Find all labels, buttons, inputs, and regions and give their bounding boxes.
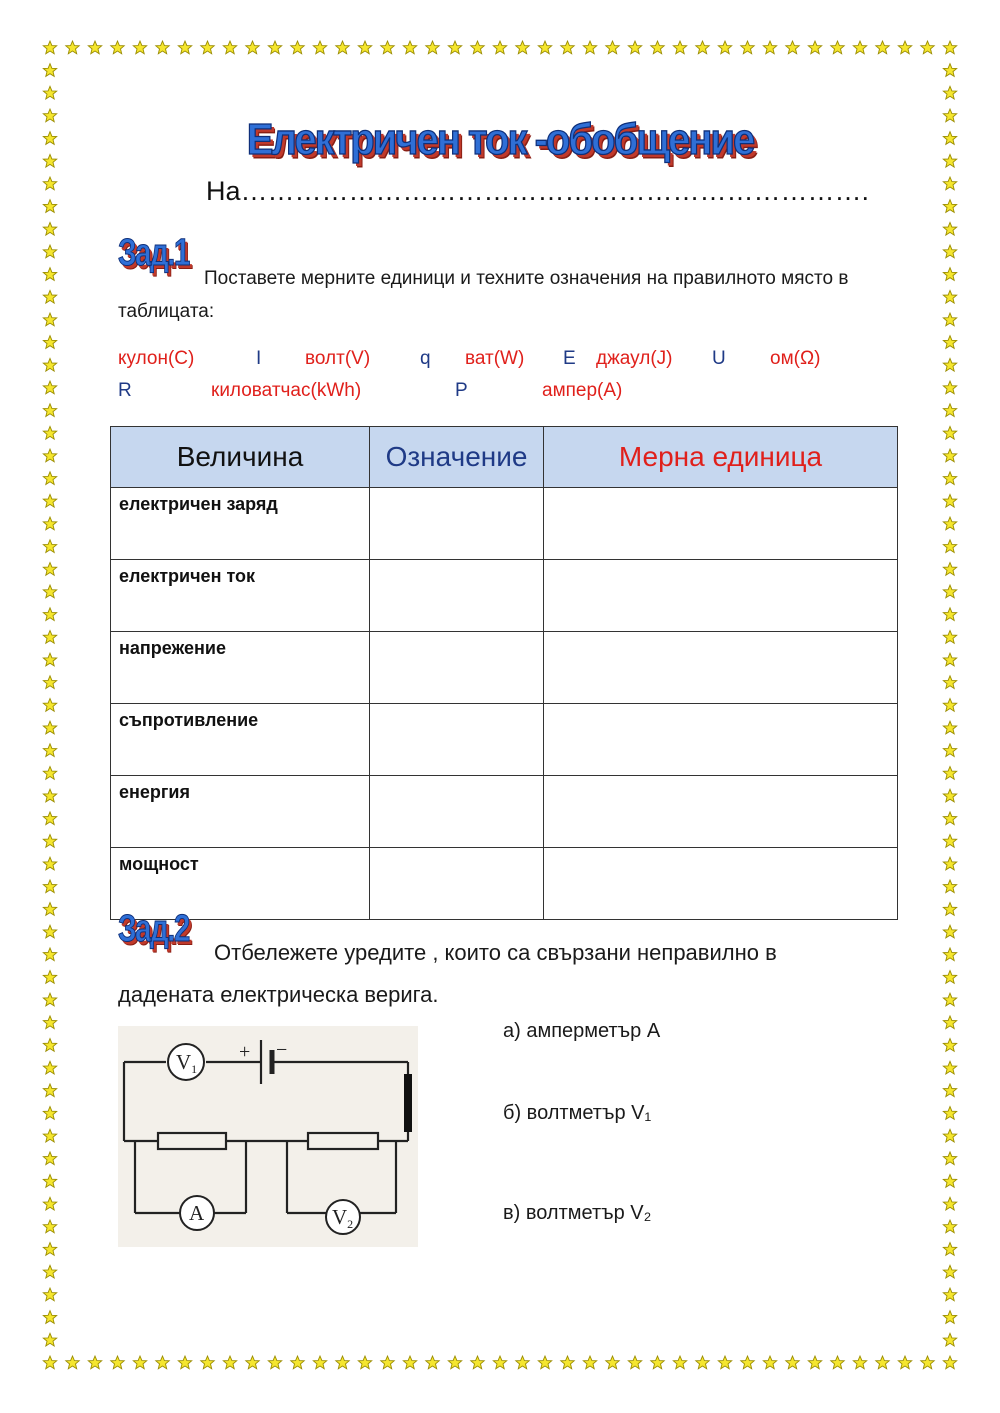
star-icon bbox=[943, 1152, 956, 1165]
star-icon bbox=[43, 857, 56, 870]
star-icon bbox=[741, 41, 754, 54]
unit-answer-cell[interactable] bbox=[544, 560, 898, 632]
word-item: R bbox=[118, 380, 132, 401]
star-icon bbox=[583, 41, 596, 54]
star-icon bbox=[43, 449, 56, 462]
star-icon bbox=[943, 64, 956, 77]
star-icon bbox=[358, 41, 371, 54]
star-icon bbox=[943, 676, 956, 689]
star-icon bbox=[943, 880, 956, 893]
task2-instruction: Отбележете уредите , които са свързани неправилно в дадената електрическа верига. bbox=[118, 940, 777, 1007]
star-icon bbox=[43, 1016, 56, 1029]
star-icon bbox=[43, 222, 56, 235]
star-icon bbox=[853, 1356, 866, 1369]
star-icon bbox=[628, 1356, 641, 1369]
table-row bbox=[111, 560, 898, 632]
star-icon bbox=[448, 1356, 461, 1369]
star-icon bbox=[673, 41, 686, 54]
star-icon bbox=[178, 41, 191, 54]
quantity-cell: електричен ток bbox=[111, 560, 370, 632]
star-icon bbox=[493, 1356, 506, 1369]
star-icon bbox=[943, 1197, 956, 1210]
star-icon bbox=[358, 1356, 371, 1369]
star-icon bbox=[786, 41, 799, 54]
star-icon bbox=[471, 41, 484, 54]
star-icon bbox=[673, 1356, 686, 1369]
star-icon bbox=[43, 767, 56, 780]
star-icon bbox=[943, 1084, 956, 1097]
star-icon bbox=[43, 1288, 56, 1301]
star-icon bbox=[43, 426, 56, 439]
star-icon bbox=[43, 404, 56, 417]
option-voltmeter-v1[interactable]: б) волтметър V₁ bbox=[503, 1102, 652, 1124]
star-icon bbox=[43, 1061, 56, 1074]
star-icon bbox=[943, 540, 956, 553]
star-icon bbox=[43, 540, 56, 553]
star-icon bbox=[943, 177, 956, 190]
table-row bbox=[111, 704, 898, 776]
star-icon bbox=[943, 971, 956, 984]
star-icon bbox=[921, 1356, 934, 1369]
star-icon bbox=[43, 925, 56, 938]
star-icon bbox=[943, 925, 956, 938]
header-quantity: Величина bbox=[111, 427, 370, 488]
star-icon bbox=[876, 1356, 889, 1369]
star-icon bbox=[943, 563, 956, 576]
star-icon bbox=[403, 41, 416, 54]
star-icon bbox=[403, 1356, 416, 1369]
star-icon bbox=[943, 336, 956, 349]
voltmeter-v1-label: V1 bbox=[176, 1050, 198, 1076]
task1-label: Зад.1 bbox=[118, 232, 189, 274]
star-icon bbox=[43, 676, 56, 689]
star-icon bbox=[43, 631, 56, 644]
star-icon bbox=[43, 1243, 56, 1256]
star-icon bbox=[516, 41, 529, 54]
symbol-answer-cell[interactable] bbox=[370, 848, 544, 920]
star-icon bbox=[943, 1356, 956, 1369]
star-icon bbox=[763, 41, 776, 54]
star-icon bbox=[943, 358, 956, 371]
star-icon bbox=[943, 744, 956, 757]
symbol-answer-cell[interactable] bbox=[370, 776, 544, 848]
star-icon bbox=[43, 517, 56, 530]
star-icon bbox=[943, 449, 956, 462]
star-icon bbox=[426, 41, 439, 54]
star-icon bbox=[43, 86, 56, 99]
star-icon bbox=[43, 971, 56, 984]
task1-instruction: Поставете мерните единици и техните означения на правилното място в таблицата: bbox=[118, 268, 849, 322]
star-icon bbox=[606, 1356, 619, 1369]
star-icon bbox=[43, 1129, 56, 1142]
star-icon bbox=[943, 835, 956, 848]
star-icon bbox=[516, 1356, 529, 1369]
star-icon bbox=[426, 1356, 439, 1369]
star-icon bbox=[943, 268, 956, 281]
word-item: P bbox=[455, 380, 468, 401]
header-unit: Мерна единица bbox=[544, 427, 898, 488]
star-icon bbox=[43, 472, 56, 485]
star-icon bbox=[43, 290, 56, 303]
star-icon bbox=[943, 404, 956, 417]
star-icon bbox=[583, 1356, 596, 1369]
star-icon bbox=[943, 472, 956, 485]
star-icon bbox=[718, 1356, 731, 1369]
circuit-diagram bbox=[118, 1026, 418, 1247]
star-icon bbox=[943, 1061, 956, 1074]
star-icon bbox=[43, 64, 56, 77]
star-icon bbox=[943, 1243, 956, 1256]
star-icon bbox=[943, 313, 956, 326]
star-icon bbox=[943, 381, 956, 394]
star-icon bbox=[156, 1356, 169, 1369]
star-icon bbox=[43, 835, 56, 848]
battery-plus-sign: + bbox=[239, 1041, 251, 1063]
star-icon bbox=[943, 631, 956, 644]
symbol-answer-cell[interactable] bbox=[370, 704, 544, 776]
star-icon bbox=[43, 585, 56, 598]
unit-answer-cell[interactable] bbox=[544, 632, 898, 704]
star-icon bbox=[223, 41, 236, 54]
star-icon bbox=[246, 41, 259, 54]
word-item: q bbox=[420, 348, 431, 369]
star-icon bbox=[561, 41, 574, 54]
word-item: E bbox=[563, 348, 576, 369]
star-icon bbox=[43, 177, 56, 190]
star-icon bbox=[628, 41, 641, 54]
star-icon bbox=[943, 1016, 956, 1029]
star-icon bbox=[538, 1356, 551, 1369]
star-icon bbox=[43, 268, 56, 281]
star-icon bbox=[696, 41, 709, 54]
word-item: джаул(J) bbox=[596, 348, 673, 369]
star-icon bbox=[66, 41, 79, 54]
quantity-cell: съпротивление bbox=[111, 704, 370, 776]
word-item: волт(V) bbox=[305, 348, 371, 369]
star-icon bbox=[336, 41, 349, 54]
star-icon bbox=[538, 41, 551, 54]
star-icon bbox=[43, 744, 56, 757]
symbol-answer-cell[interactable] bbox=[370, 632, 544, 704]
star-icon bbox=[943, 585, 956, 598]
star-icon bbox=[943, 608, 956, 621]
star-icon bbox=[43, 1039, 56, 1052]
star-icon bbox=[786, 1356, 799, 1369]
star-icon bbox=[943, 1107, 956, 1120]
star-icon bbox=[943, 41, 956, 54]
star-icon bbox=[943, 767, 956, 780]
star-icon bbox=[43, 494, 56, 507]
star-icon bbox=[696, 1356, 709, 1369]
star-icon bbox=[43, 653, 56, 666]
star-icon bbox=[43, 200, 56, 213]
star-icon bbox=[43, 1197, 56, 1210]
switch-bar bbox=[404, 1074, 412, 1132]
star-icon bbox=[291, 1356, 304, 1369]
star-icon bbox=[943, 1039, 956, 1052]
star-icon bbox=[133, 41, 146, 54]
star-icon bbox=[43, 1084, 56, 1097]
unit-answer-cell[interactable] bbox=[544, 848, 898, 920]
quantity-cell: електричен заряд bbox=[111, 488, 370, 560]
unit-answer-cell[interactable] bbox=[544, 488, 898, 560]
star-icon bbox=[43, 608, 56, 621]
symbol-answer-cell[interactable] bbox=[370, 488, 544, 560]
voltmeter-v2-label: V2 bbox=[332, 1205, 354, 1231]
star-icon bbox=[943, 200, 956, 213]
star-icon bbox=[943, 789, 956, 802]
star-icon bbox=[43, 313, 56, 326]
star-icon bbox=[178, 1356, 191, 1369]
star-icon bbox=[921, 41, 934, 54]
star-icon bbox=[313, 41, 326, 54]
star-icon bbox=[943, 948, 956, 961]
word-item: кулон(C) bbox=[118, 348, 195, 369]
star-icon bbox=[651, 1356, 664, 1369]
star-icon bbox=[493, 41, 506, 54]
star-icon bbox=[943, 653, 956, 666]
star-icon bbox=[943, 903, 956, 916]
star-icon bbox=[943, 699, 956, 712]
word-item: ом(Ω) bbox=[770, 348, 821, 369]
star-icon bbox=[43, 948, 56, 961]
word-item: I bbox=[256, 348, 262, 369]
name-line: На……………………………………………………………. bbox=[206, 176, 870, 206]
star-icon bbox=[268, 41, 281, 54]
star-icon bbox=[201, 41, 214, 54]
star-icon bbox=[853, 41, 866, 54]
option-voltmeter-v2[interactable]: в) волтметър V₂ bbox=[503, 1202, 652, 1224]
star-icon bbox=[651, 41, 664, 54]
table-row bbox=[111, 776, 898, 848]
star-icon bbox=[223, 1356, 236, 1369]
star-icon bbox=[43, 1265, 56, 1278]
option-ammeter[interactable]: а) амперметър A bbox=[503, 1020, 661, 1042]
symbol-answer-cell[interactable] bbox=[370, 560, 544, 632]
star-icon bbox=[43, 41, 56, 54]
star-icon bbox=[111, 41, 124, 54]
star-icon bbox=[201, 1356, 214, 1369]
star-icon bbox=[381, 41, 394, 54]
star-icon bbox=[943, 245, 956, 258]
star-icon bbox=[111, 1356, 124, 1369]
star-icon bbox=[43, 789, 56, 802]
star-icon bbox=[943, 426, 956, 439]
star-icon bbox=[943, 1129, 956, 1142]
unit-answer-cell[interactable] bbox=[544, 704, 898, 776]
star-icon bbox=[943, 222, 956, 235]
star-icon bbox=[943, 721, 956, 734]
quantity-cell: мощност bbox=[111, 848, 370, 920]
star-icon bbox=[741, 1356, 754, 1369]
star-icon bbox=[943, 290, 956, 303]
star-icon bbox=[898, 41, 911, 54]
star-icon bbox=[246, 1356, 259, 1369]
star-icon bbox=[43, 880, 56, 893]
star-icon bbox=[43, 903, 56, 916]
star-icon bbox=[43, 358, 56, 371]
word-item: U bbox=[712, 348, 726, 369]
word-item: ват(W) bbox=[465, 348, 525, 369]
star-icon bbox=[831, 41, 844, 54]
star-icon bbox=[43, 1356, 56, 1369]
star-icon bbox=[43, 812, 56, 825]
star-icon bbox=[943, 517, 956, 530]
battery-minus-sign: − bbox=[276, 1039, 288, 1061]
star-icon bbox=[763, 1356, 776, 1369]
star-icon bbox=[133, 1356, 146, 1369]
star-icon bbox=[471, 1356, 484, 1369]
star-icon bbox=[943, 1288, 956, 1301]
star-icon bbox=[43, 381, 56, 394]
star-icon bbox=[831, 1356, 844, 1369]
star-icon bbox=[943, 857, 956, 870]
star-icon bbox=[808, 41, 821, 54]
star-icon bbox=[43, 1152, 56, 1165]
word-item: киловатчас(kWh) bbox=[211, 380, 362, 401]
star-icon bbox=[43, 1311, 56, 1324]
star-icon bbox=[448, 41, 461, 54]
star-icon bbox=[43, 699, 56, 712]
quantity-cell: напрежение bbox=[111, 632, 370, 704]
star-icon bbox=[561, 1356, 574, 1369]
star-icon bbox=[156, 41, 169, 54]
star-icon bbox=[876, 41, 889, 54]
table-row bbox=[111, 848, 898, 920]
table-row bbox=[111, 632, 898, 704]
star-icon bbox=[66, 1356, 79, 1369]
star-icon bbox=[336, 1356, 349, 1369]
star-icon bbox=[43, 336, 56, 349]
star-icon bbox=[43, 245, 56, 258]
star-icon bbox=[606, 41, 619, 54]
page-title: Електричен ток -обобщение bbox=[246, 116, 754, 164]
star-icon bbox=[943, 1220, 956, 1233]
units-table bbox=[110, 426, 898, 920]
star-icon bbox=[313, 1356, 326, 1369]
star-icon bbox=[943, 812, 956, 825]
star-icon bbox=[943, 1265, 956, 1278]
star-icon bbox=[43, 1175, 56, 1188]
header-symbol: Означение bbox=[370, 427, 544, 488]
word-item: ампер(A) bbox=[542, 380, 623, 401]
star-icon bbox=[943, 993, 956, 1006]
star-icon bbox=[808, 1356, 821, 1369]
unit-answer-cell[interactable] bbox=[544, 776, 898, 848]
ammeter-label: A bbox=[189, 1201, 205, 1225]
star-icon bbox=[43, 1107, 56, 1120]
star-icon bbox=[381, 1356, 394, 1369]
star-icon bbox=[943, 494, 956, 507]
star-icon bbox=[943, 86, 956, 99]
star-icon bbox=[943, 1333, 956, 1346]
star-icon bbox=[43, 721, 56, 734]
star-icon bbox=[943, 1175, 956, 1188]
star-icon bbox=[43, 1333, 56, 1346]
star-icon bbox=[43, 993, 56, 1006]
star-icon bbox=[43, 1220, 56, 1233]
star-icon bbox=[43, 563, 56, 576]
star-icon bbox=[718, 41, 731, 54]
star-icon bbox=[88, 41, 101, 54]
star-icon bbox=[88, 1356, 101, 1369]
star-icon bbox=[268, 1356, 281, 1369]
task2-label: Зад.2 bbox=[118, 908, 189, 950]
star-icon bbox=[291, 41, 304, 54]
quantity-cell: енергия bbox=[111, 776, 370, 848]
table-row bbox=[111, 488, 898, 560]
star-icon bbox=[898, 1356, 911, 1369]
star-icon bbox=[943, 1311, 956, 1324]
